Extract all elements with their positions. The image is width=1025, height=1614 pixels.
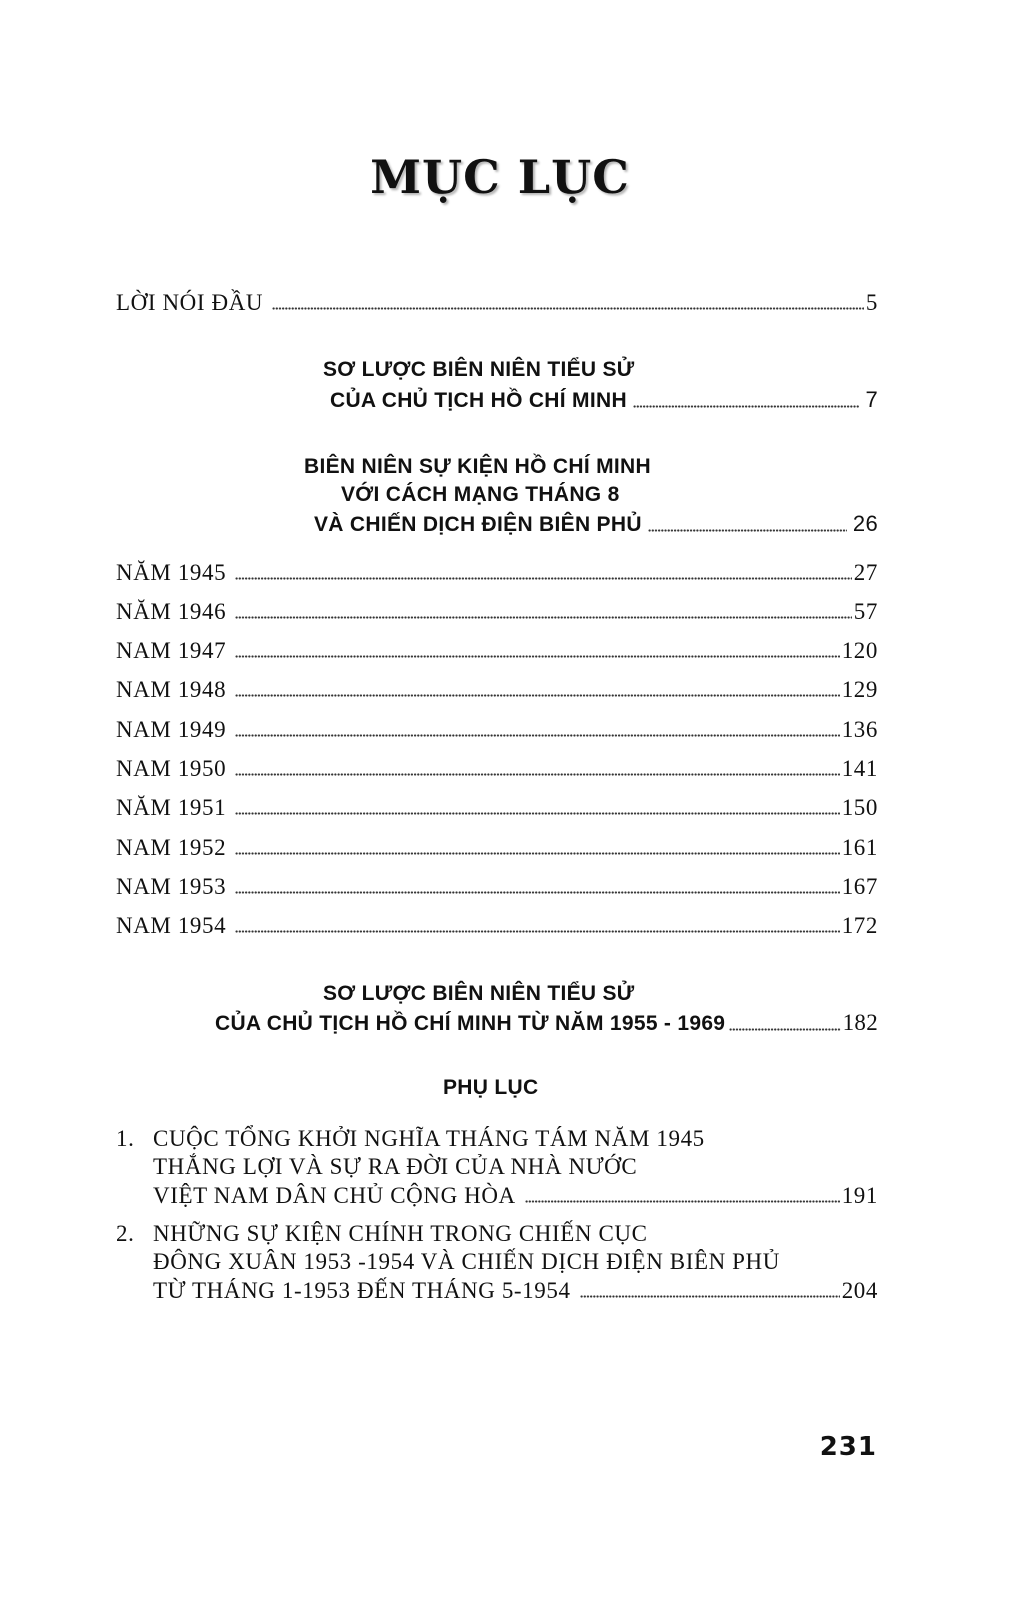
section-heading-line: BIÊN NIÊN SỰ KIỆN HỒ CHÍ MINH [304,455,651,478]
dot-leader [235,878,839,894]
toc-entry-label: NĂM 1951 [116,795,227,820]
toc-entry-year[interactable] [116,913,878,939]
section-heading-line: SƠ LƯỢC BIÊN NIÊN TIỂU SỬ [323,358,635,381]
toc-entry-year[interactable] [116,835,878,861]
dot-leader [235,799,839,815]
dot-leader [525,1187,840,1203]
toc-entry-appendix-2[interactable] [153,1278,878,1304]
appendix-item-line: NHỮNG SỰ KIỆN CHÍNH TRONG CHIẾN CỤC [153,1221,648,1246]
dot-leader [729,1017,840,1031]
toc-entry-label: NAM 1952 [116,835,227,860]
appendix-item-line: CUỘC TỔNG KHỞI NGHĨA THÁNG TÁM NĂM 1945 [153,1126,705,1151]
toc-entry-page: 182 [842,1010,878,1035]
toc-entry-page: 161 [841,835,878,860]
dot-leader [580,1282,840,1298]
appendix-heading: PHỤ LỤC [443,1076,539,1099]
toc-entry-page: 150 [841,795,878,820]
toc-entry-year[interactable] [116,795,878,821]
toc-entry-appendix-1[interactable] [153,1183,878,1209]
toc-entry-label: LỜI NÓI ĐẦU [116,290,264,315]
toc-entry-page: 136 [841,717,878,742]
dot-leader [272,294,864,310]
toc-entry-label: TỪ THÁNG 1-1953 ĐẾN THÁNG 5-1954 [153,1278,571,1303]
appendix-item-line: ĐÔNG XUÂN 1953 -1954 VÀ CHIẾN DỊCH ĐIỆN BIÊN PHỦ [153,1249,780,1274]
toc-entry-page: 7 [865,387,878,412]
page-title: MỤC LỤC [370,150,630,204]
toc-entry-preface[interactable] [116,290,878,316]
toc-entry-year[interactable] [116,874,878,900]
dot-leader [648,518,847,532]
toc-entry-page: 120 [841,638,878,663]
toc-entry-year[interactable] [116,717,878,743]
section-heading-line: CỦA CHỦ TỊCH HỒ CHÍ MINH TỪ NĂM 1955 - 1969 [215,1012,726,1035]
toc-entry-section-1[interactable] [330,387,878,413]
toc-entry-section-3[interactable] [215,1010,878,1036]
dot-leader [235,917,839,933]
dot-leader [235,681,839,697]
dot-leader [633,394,860,408]
toc-entry-year[interactable] [116,756,878,782]
toc-entry-label: NĂM 1945 [116,560,227,585]
toc-entry-label: NAM 1949 [116,717,227,742]
toc-entry-label: NAM 1954 [116,913,227,938]
appendix-item-line: THẮNG LỢI VÀ SỰ RA ĐỜI CỦA NHÀ NƯỚC [153,1154,638,1179]
dot-leader [235,642,839,658]
section-heading-line: VÀ CHIẾN DỊCH ĐIỆN BIÊN PHỦ [314,513,642,536]
toc-entry-label: NAM 1947 [116,638,227,663]
toc-entry-page: 191 [841,1183,878,1208]
section-heading-line: CỦA CHỦ TỊCH HỒ CHÍ MINH [330,389,627,412]
toc-entry-year[interactable] [116,560,878,586]
toc-entry-label: VIỆT NAM DÂN CHỦ CỘNG HÒA [153,1183,516,1208]
toc-entry-page: 26 [852,511,878,536]
appendix-item-number: 2. [116,1221,135,1246]
dot-leader [235,839,839,855]
toc-entry-page: 129 [841,677,878,702]
toc-entry-year[interactable] [116,677,878,703]
toc-entry-page: 57 [853,599,878,624]
dot-leader [235,603,852,619]
dot-leader [235,760,839,776]
toc-entry-page: 27 [853,560,878,585]
toc-entry-page: 141 [841,756,878,781]
toc-entry-label: NAM 1953 [116,874,227,899]
toc-entry-year[interactable] [116,638,878,664]
appendix-item-number: 1. [116,1126,135,1151]
toc-entry-label: NĂM 1946 [116,599,227,624]
toc-entry-section-2[interactable] [314,511,878,537]
toc-entry-page: 167 [841,874,878,899]
toc-entry-page: 204 [841,1278,878,1303]
dot-leader [235,564,852,580]
toc-entry-page: 5 [865,290,878,315]
toc-entry-year[interactable] [116,599,878,625]
page-number: 231 [819,1432,877,1462]
section-heading-line: VỚI CÁCH MẠNG THÁNG 8 [341,483,620,506]
toc-entry-label: NAM 1948 [116,677,227,702]
dot-leader [235,721,839,737]
toc-entry-page: 172 [841,913,878,938]
section-heading-line: SƠ LƯỢC BIÊN NIÊN TIỂU SỬ [323,982,635,1005]
toc-entry-label: NAM 1950 [116,756,227,781]
